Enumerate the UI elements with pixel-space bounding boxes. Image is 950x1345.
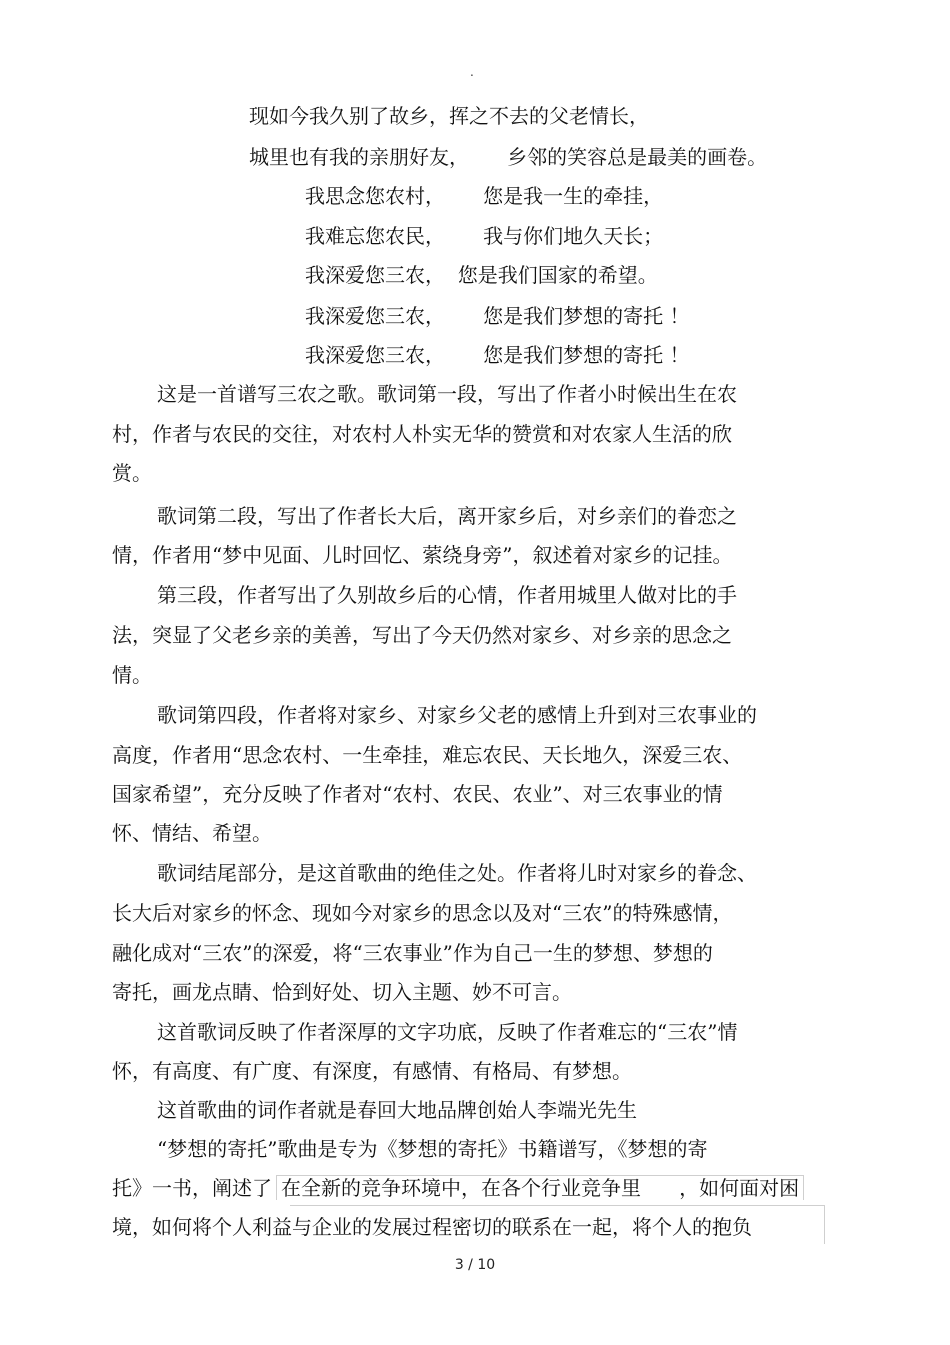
paragraph-line: 歌词结尾部分，是这首歌曲的绝佳之处。作者将儿时对家乡的眷念、 [157, 861, 757, 885]
paragraph-line: 第三段，作者写出了久别故乡后的心情，作者用城里人做对比的手 [157, 583, 737, 607]
page-number: 3 / 10 [454, 1257, 496, 1273]
poem-line: 我深爱您三农， 您是我们梦想的寄托 ！ [305, 304, 690, 328]
paragraph-line: 村，作者与农民的交往，对农村人朴实无华的赞赏和对农家人生活的欣 [112, 422, 732, 446]
poem-line: 城里也有我的亲朋好友， 乡邻的笑容总是最美的画卷。 [249, 145, 768, 169]
poem-line: 我深爱您三农， 您是我们梦想的寄托 ！ [305, 343, 690, 367]
paragraph-line: 境，如何将个人利益与企业的发展过程密切的联系在一起，将个人的抱负 [112, 1215, 752, 1239]
paragraph-line: “梦想的寄托”歌曲是专为《梦想的寄托》书籍谱写，《梦想的寄 [157, 1137, 708, 1161]
paragraph-line: 高度，作者用“思念农村、一生牵挂，难忘农民、天长地久，深爱三农、 [112, 743, 743, 767]
paragraph-line: 情，作者用“梦中见面、儿时回忆、萦绕身旁”，叙述着对家乡的记挂。 [112, 543, 733, 567]
paragraph-line: 国家希望”，充分反映了作者对“农村、农民、农业”、对三农事业的情 [112, 782, 723, 806]
paragraph-line: 融化成对“三农”的深爱，将“三农事业”作为自己一生的梦想、梦想的 [112, 941, 713, 965]
paragraph-line: 这首歌词反映了作者深厚的文字功底，反映了作者难忘的“三农”情 [157, 1020, 738, 1044]
paragraph-line: 歌词第二段，写出了作者长大后，离开家乡后，对乡亲们的眷恋之 [157, 504, 737, 528]
paragraph-line: 怀、情结、希望。 [112, 821, 272, 845]
poem-line: 我深爱您三农， 您是我们国家的希望。 [305, 263, 658, 287]
highlight-box-text: 在全新的竞争环境中，在各个行业竞争里 ，如何面对困 [276, 1175, 804, 1200]
paragraph-line: 怀，有高度、有广度、有深度，有感情、有格局、有梦想。 [112, 1059, 632, 1083]
paragraph-line: 这是一首谱写三农之歌。歌词第一段，写出了作者小时候出生在农 [157, 382, 737, 406]
poem-line: 我难忘您农民， 我与你们地久天长； [305, 224, 664, 248]
poem-line: 现如今我久别了故乡，挥之不去的父老情长， [249, 104, 649, 128]
paragraph-line-start: 托》一书，阐述了 [112, 1176, 272, 1200]
paragraph-line: 歌词第四段，作者将对家乡、对家乡父老的感情上升到对三农事业的 [157, 703, 757, 727]
poem-line: 我思念您农村， 您是我一生的牵挂， [305, 184, 664, 208]
paragraph-line: 法，突显了父老乡亲的美善，写出了今天仍然对家乡、对乡亲的思念之 [112, 623, 732, 647]
paragraph-line: 赏。 [112, 461, 152, 485]
paragraph-line: 长大后对家乡的怀念、现如今对家乡的思念以及对“三农”的特殊感情， [112, 901, 733, 925]
paragraph-line: 这首歌曲的词作者就是春回大地品牌创始人李端光先生 [157, 1098, 637, 1122]
header-mark: . [470, 65, 474, 79]
paragraph-line: 寄托，画龙点睛、恰到好处、切入主题、妙不可言。 [112, 980, 572, 1004]
paragraph-line [112, 1175, 804, 1201]
paragraph-line: 情。 [112, 663, 152, 687]
